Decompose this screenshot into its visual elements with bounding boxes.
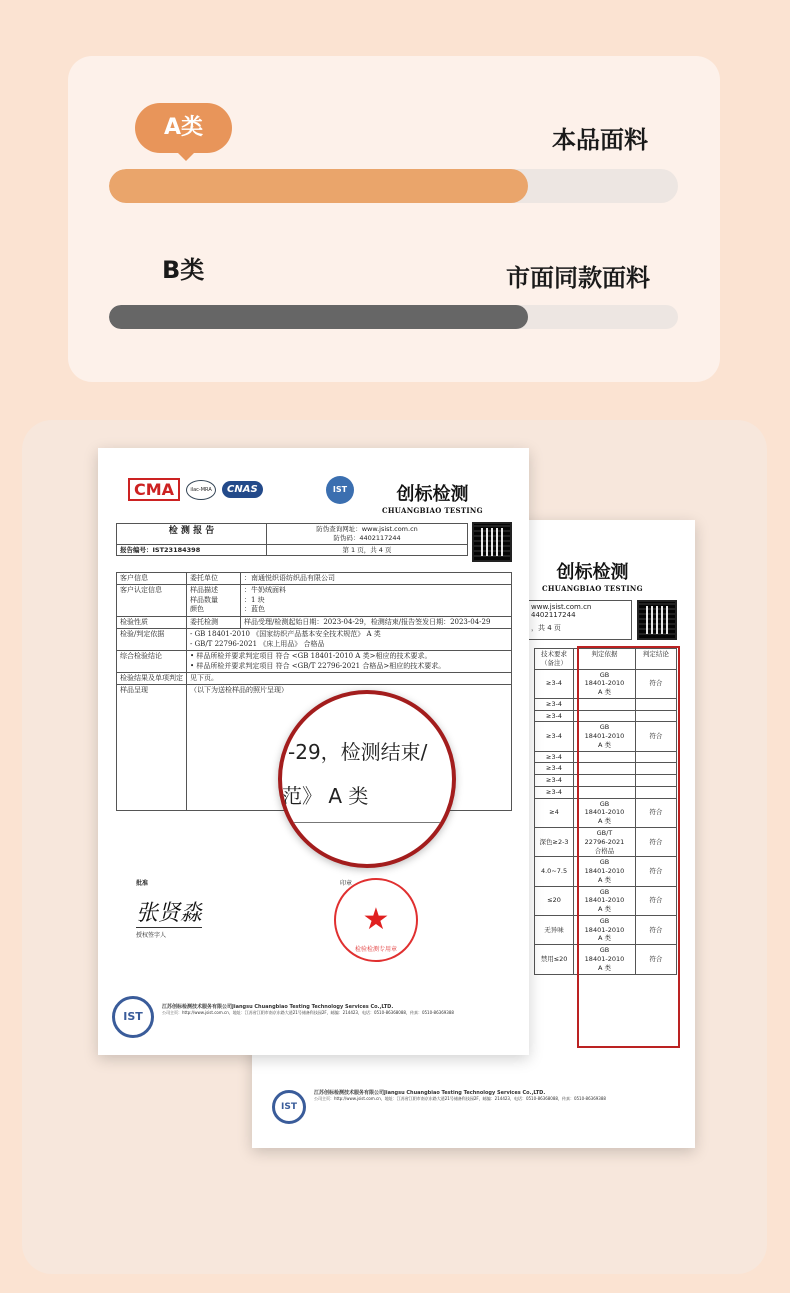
result-result: 符合 xyxy=(635,945,676,974)
info-row xyxy=(117,585,512,616)
verify-cell xyxy=(267,524,468,545)
header-result: 判定结论 xyxy=(635,649,676,670)
signer-label: 授权签字人 xyxy=(136,932,167,939)
result-basis: GB 18401-2010 A 类 xyxy=(574,886,636,915)
back-brand xyxy=(542,558,643,593)
result-req: 禁用≤20 xyxy=(535,945,574,974)
signature: 张贤淼 xyxy=(136,896,202,928)
info-row xyxy=(117,672,512,684)
cma-logo: CMA xyxy=(128,478,180,501)
info-field: 见下页。 xyxy=(187,672,512,684)
result-basis: GB 18401-2010 A 类 xyxy=(574,669,636,698)
info-key: 综合检验结论 xyxy=(117,651,187,673)
report-title: 检 测 报 告 xyxy=(117,524,267,545)
info-field: - GB 18401-2010 《国家纺织产品基本安全技术规范》 A 类 - GB/T 22796-2021 《床上用品》 合格品 xyxy=(187,629,512,651)
report-number: 报告编号：IST23184398 xyxy=(117,544,267,556)
info-value: 样品受理/检测起始日期：2023-04-29，检测结束/报告签发日期：2023-04-29 xyxy=(241,616,512,628)
info-key: 样品呈现 xyxy=(117,685,187,811)
b-bar-track xyxy=(109,305,678,329)
back-brand-en: CHUANGBIAO TESTING xyxy=(542,584,643,593)
info-value: ：牛奶绒面料 ：1 块 ：蓝色 xyxy=(241,585,512,616)
magnifier-lens xyxy=(278,690,456,868)
front-ist-logo: IST xyxy=(112,996,154,1038)
info-row xyxy=(117,629,512,651)
back-verify-code: 4402117244 xyxy=(531,611,576,619)
back-footer xyxy=(272,1090,684,1124)
result-result: 符合 xyxy=(635,886,676,915)
product-fabric-label: 本品面料 xyxy=(552,126,648,154)
result-basis: GB/T 22796-2021 合格品 xyxy=(574,828,636,857)
info-row xyxy=(117,573,512,585)
info-row xyxy=(117,651,512,673)
highlight-box xyxy=(577,646,680,1048)
approve-label: 批准 xyxy=(136,880,149,887)
magnified-date-text: -29，检测结束/ xyxy=(288,740,428,764)
back-page: ，共 4 页 xyxy=(531,624,561,632)
result-req: ≥3-4 xyxy=(535,698,574,710)
result-result: 符合 xyxy=(635,798,676,827)
market-fabric-label: 市面同款面料 xyxy=(506,264,650,292)
info-field: 样品描述 样品数量 颜色 xyxy=(187,585,241,616)
info-key: 检验性质 xyxy=(117,616,187,628)
front-brand-cn: 创标检测 xyxy=(396,484,469,505)
a-bar-fill xyxy=(109,169,528,203)
result-result: 符合 xyxy=(635,669,676,698)
official-seal xyxy=(334,878,418,962)
accreditation-logos xyxy=(128,478,263,501)
result-basis: GB 18401-2010 A 类 xyxy=(574,915,636,944)
back-address: 公司主页：http://www.jsist.com.cn，地址：江苏省江阴市南京东路大道21号储备科技园2F，邮编：214423，电话：0510-86368088，传真：0510-86369388 xyxy=(314,1096,606,1101)
back-verify-site: www.jsist.com.cn xyxy=(531,603,592,611)
back-brand-cn: 创标检测 xyxy=(556,562,629,583)
info-field: 委托检测 xyxy=(187,616,241,628)
ilac-logo: ilac-MRA xyxy=(186,480,216,500)
b-class-label: B类 xyxy=(162,256,205,284)
back-ist-logo: IST xyxy=(272,1090,306,1124)
result-req: ≥3-4 xyxy=(535,751,574,763)
info-row xyxy=(117,616,512,628)
header-basis: 判定依据 xyxy=(574,649,636,670)
seal-star-icon: ★ xyxy=(362,902,390,937)
result-result: 符合 xyxy=(635,722,676,751)
seal-label: 印章 xyxy=(340,880,353,887)
header-requirement: 技术要求 （备注） xyxy=(535,649,574,670)
result-basis: GB 18401-2010 A 类 xyxy=(574,945,636,974)
result-req: ≥3-4 xyxy=(535,710,574,722)
result-basis: GB 18401-2010 A 类 xyxy=(574,857,636,886)
verify-site: 防伪查询网址：www.jsist.com.cn xyxy=(316,525,418,533)
info-value: ：南通悦织语纺织品有限公司 xyxy=(241,573,512,585)
result-req: ≤20 xyxy=(535,886,574,915)
front-company: 江苏创标检测技术服务有限公司Jiangsu Chuangbiao Testing Technology Services Co.,LTD. xyxy=(162,1004,394,1010)
result-req: ≥3-4 xyxy=(535,669,574,698)
info-field: 委托单位 xyxy=(187,573,241,585)
magnified-rule xyxy=(282,822,452,823)
front-brand-en: CHUANGBIAO TESTING xyxy=(382,506,483,515)
badge-tail xyxy=(176,151,196,161)
result-req: ≥4 xyxy=(535,798,574,827)
a-class-badge: A类 xyxy=(135,103,232,153)
result-req: ≥3-4 xyxy=(535,786,574,798)
back-qr-code xyxy=(637,600,677,640)
front-qr-code xyxy=(472,522,512,562)
b-bar-fill xyxy=(109,305,528,329)
result-result: 符合 xyxy=(635,915,676,944)
result-req: 深色≥2-3 xyxy=(535,828,574,857)
back-company: 江苏创标检测技术服务有限公司Jiangsu Chuangbiao Testing Technology Services Co.,LTD. xyxy=(314,1090,546,1096)
report-page: 第 1 页，共 4 页 xyxy=(267,544,468,556)
result-basis: GB 18401-2010 A 类 xyxy=(574,722,636,751)
result-req: 无异味 xyxy=(535,915,574,944)
result-req: ≥3-4 xyxy=(535,722,574,751)
magnified-grade-text: 范》 A 类 xyxy=(282,784,369,808)
result-req: ≥3-4 xyxy=(535,763,574,775)
back-verify-box xyxy=(528,600,632,640)
report-header-table xyxy=(116,523,468,556)
result-result: 符合 xyxy=(635,857,676,886)
front-footer xyxy=(112,996,512,1038)
a-bar-track xyxy=(109,169,678,203)
seal-note: 检验检测专用章 xyxy=(354,946,397,953)
result-result: 符合 xyxy=(635,828,676,857)
result-basis: GB 18401-2010 A 类 xyxy=(574,798,636,827)
verify-code: 防伪码：4402117244 xyxy=(333,533,401,542)
info-key: 检验/判定依据 xyxy=(117,629,187,651)
result-req: 4.0~7.5 xyxy=(535,857,574,886)
ist-emblem-icon: IST xyxy=(326,476,354,504)
info-field: （以下为送检样品的照片呈现） xyxy=(187,685,512,811)
front-address: 公司主页：http://www.jsist.com.cn，地址：江苏省江阴市南京东路大道21号储备科技园2F，邮编：214423，电话：0510-86368088，传真：0510-86369388 xyxy=(162,1010,454,1015)
info-key: 客户信息 xyxy=(117,573,187,585)
result-req: ≥3-4 xyxy=(535,775,574,787)
cnas-logo: CNAS xyxy=(222,481,263,498)
info-key: 检验结果及单项判定 xyxy=(117,672,187,684)
info-field: • 样品所检并要求判定项目 符合 <GB 18401-2010 A 类>相应的技术要求。 • 样品所检并要求判定项目 符合 <GB/T 22796-2021 合格品>相应的技术要求。 xyxy=(187,651,512,673)
front-brand xyxy=(382,480,483,515)
info-key: 客户认定信息 xyxy=(117,585,187,616)
